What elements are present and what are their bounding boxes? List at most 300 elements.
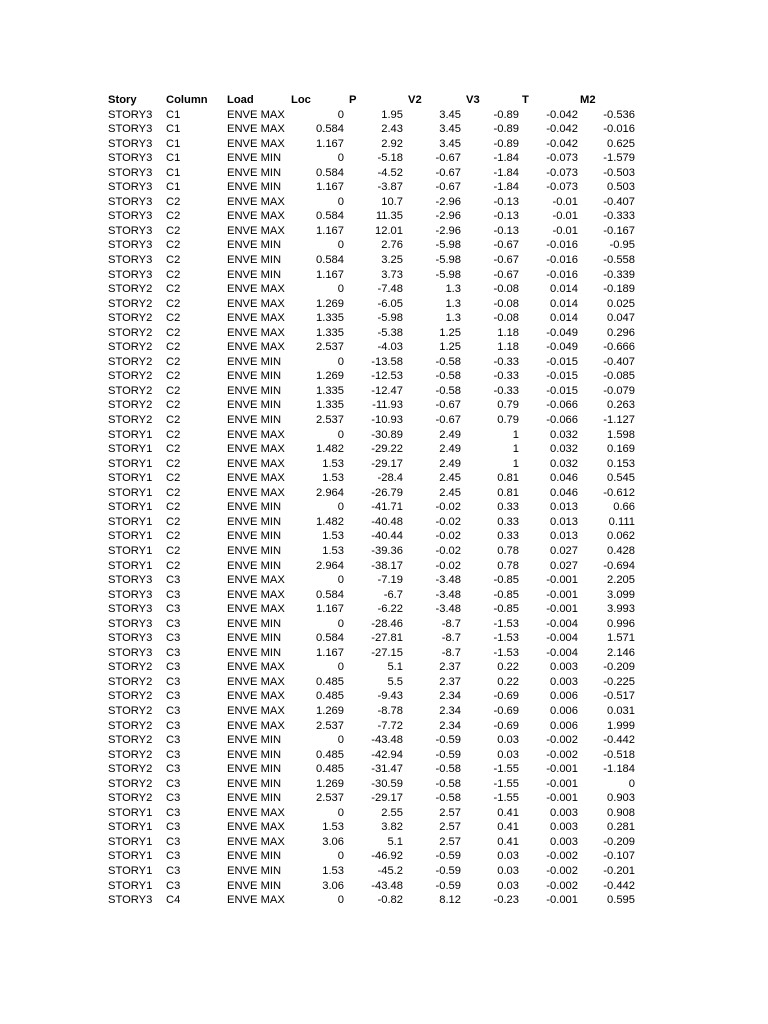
- cell-load: ENVE MAX: [227, 719, 285, 732]
- cell-v3: 1.18: [497, 326, 519, 339]
- cell-load: ENVE MIN: [227, 617, 282, 630]
- cell-column: C2: [166, 501, 181, 514]
- cell-load: ENVE MIN: [227, 384, 282, 397]
- cell-loc: 0: [337, 428, 344, 441]
- cell-v2: -0.67: [435, 152, 461, 165]
- table-row: [0, 602, 768, 617]
- cell-t: -0.042: [546, 123, 578, 136]
- table-row: [0, 515, 768, 530]
- cell-m2: 2.146: [607, 646, 635, 659]
- cell-t: 0.003: [550, 821, 578, 834]
- table-row: [0, 369, 768, 384]
- cell-t: -0.073: [546, 166, 578, 179]
- cell-v2: 2.49: [439, 457, 461, 470]
- cell-t: -0.049: [546, 341, 578, 354]
- cell-loc: 1.167: [316, 646, 344, 659]
- cell-p: -13.58: [371, 355, 403, 368]
- cell-m2: 0.281: [607, 821, 635, 834]
- cell-p: 10.7: [381, 195, 403, 208]
- cell-v2: -2.96: [435, 224, 461, 237]
- cell-t: 0.014: [550, 312, 578, 325]
- header-load: Load: [227, 94, 254, 106]
- table-row: [0, 326, 768, 341]
- cell-v3: -0.89: [493, 108, 519, 121]
- cell-t: -0.002: [546, 864, 578, 877]
- cell-t: 0.013: [550, 501, 578, 514]
- cell-v3: -1.55: [493, 777, 519, 790]
- table-row: [0, 238, 768, 253]
- cell-m2: -0.666: [603, 341, 635, 354]
- cell-p: 3.25: [381, 254, 403, 267]
- cell-story: STORY1: [108, 544, 153, 557]
- cell-v2: -2.96: [435, 210, 461, 223]
- cell-t: 0.032: [550, 428, 578, 441]
- cell-column: C2: [166, 355, 181, 368]
- cell-v3: -0.08: [493, 312, 519, 325]
- cell-loc: 0: [337, 850, 344, 863]
- cell-story: STORY3: [108, 195, 153, 208]
- cell-column: C3: [166, 675, 181, 688]
- cell-p: -29.22: [371, 443, 403, 456]
- cell-m2: 0.047: [607, 312, 635, 325]
- cell-story: STORY1: [108, 443, 153, 456]
- cell-t: 0.003: [550, 675, 578, 688]
- cell-t: -0.015: [546, 370, 578, 383]
- cell-load: ENVE MIN: [227, 646, 282, 659]
- cell-column: C1: [166, 166, 181, 179]
- cell-t: -0.001: [546, 894, 578, 907]
- cell-v3: 1: [512, 428, 519, 441]
- cell-load: ENVE MIN: [227, 879, 282, 892]
- cell-loc: 0: [337, 108, 344, 121]
- cell-column: C2: [166, 559, 181, 572]
- cell-loc: 1.167: [316, 268, 344, 281]
- cell-m2: 1.571: [607, 632, 635, 645]
- cell-p: -11.93: [372, 399, 403, 412]
- cell-v3: -0.89: [493, 137, 519, 150]
- table-row: [0, 559, 768, 574]
- cell-t: -0.001: [546, 574, 578, 587]
- cell-m2: 0.625: [607, 137, 635, 150]
- cell-load: ENVE MIN: [227, 152, 282, 165]
- cell-loc: 0.584: [316, 254, 344, 267]
- cell-p: 2.55: [381, 806, 403, 819]
- cell-column: C2: [166, 341, 181, 354]
- cell-loc: 0: [337, 894, 344, 907]
- cell-column: C3: [166, 690, 181, 703]
- cell-story: STORY2: [108, 661, 153, 674]
- cell-v3: -1.84: [493, 181, 519, 194]
- cell-m2: 0.503: [607, 181, 635, 194]
- cell-m2: 0.062: [607, 530, 635, 543]
- cell-m2: 0.428: [607, 544, 635, 557]
- cell-story: STORY3: [108, 166, 153, 179]
- cell-p: -7.19: [377, 574, 403, 587]
- cell-load: ENVE MAX: [227, 283, 285, 296]
- cell-story: STORY3: [108, 603, 153, 616]
- cell-v3: 0.03: [497, 748, 519, 761]
- table-row: [0, 748, 768, 763]
- cell-column: C2: [166, 268, 181, 281]
- cell-v3: -0.67: [493, 254, 519, 267]
- cell-story: STORY2: [108, 414, 153, 427]
- cell-column: C3: [166, 617, 181, 630]
- cell-column: C3: [166, 734, 181, 747]
- cell-loc: 0: [337, 806, 344, 819]
- cell-column: C2: [166, 472, 181, 485]
- cell-load: ENVE MIN: [227, 530, 282, 543]
- cell-column: C2: [166, 326, 181, 339]
- header-m2: M2: [580, 94, 596, 106]
- cell-m2: -0.442: [603, 879, 635, 892]
- cell-v2: 2.34: [439, 719, 461, 732]
- cell-column: C2: [166, 384, 181, 397]
- cell-m2: -0.201: [603, 864, 635, 877]
- cell-load: ENVE MAX: [227, 428, 285, 441]
- cell-load: ENVE MIN: [227, 734, 282, 747]
- table-row: [0, 122, 768, 137]
- cell-t: -0.002: [546, 850, 578, 863]
- cell-t: -0.01: [552, 195, 578, 208]
- cell-story: STORY1: [108, 806, 153, 819]
- cell-m2: -1.184: [603, 763, 635, 776]
- cell-load: ENVE MAX: [227, 472, 285, 485]
- cell-column: C2: [166, 297, 181, 310]
- table-row: [0, 442, 768, 457]
- cell-v2: 2.34: [439, 704, 461, 717]
- cell-v3: -1.53: [493, 646, 519, 659]
- cell-t: -0.001: [546, 777, 578, 790]
- cell-story: STORY2: [108, 312, 153, 325]
- cell-p: -43.48: [371, 734, 403, 747]
- cell-t: -0.001: [546, 792, 578, 805]
- cell-load: ENVE MIN: [227, 850, 282, 863]
- table-row: [0, 195, 768, 210]
- cell-v2: 2.57: [439, 806, 461, 819]
- cell-story: STORY1: [108, 515, 153, 528]
- cell-story: STORY2: [108, 355, 153, 368]
- table-row: [0, 879, 768, 894]
- cell-column: C3: [166, 850, 181, 863]
- cell-m2: 0.263: [607, 399, 635, 412]
- cell-loc: 0: [337, 574, 344, 587]
- table-row: [0, 646, 768, 661]
- cell-m2: -0.612: [603, 486, 635, 499]
- cell-load: ENVE MIN: [227, 748, 282, 761]
- cell-loc: 1.53: [322, 457, 344, 470]
- cell-column: C2: [166, 530, 181, 543]
- cell-v3: -0.13: [493, 195, 519, 208]
- cell-story: STORY2: [108, 734, 153, 747]
- cell-story: STORY3: [108, 123, 153, 136]
- cell-column: C2: [166, 239, 181, 252]
- cell-m2: -0.407: [603, 195, 635, 208]
- cell-p: -7.72: [377, 719, 403, 732]
- cell-v3: 0.33: [497, 530, 519, 543]
- cell-p: -39.36: [371, 544, 403, 557]
- cell-m2: 0.031: [607, 704, 635, 717]
- table-row: [0, 777, 768, 792]
- cell-loc: 1.53: [322, 472, 344, 485]
- cell-v2: 1.3: [445, 297, 461, 310]
- cell-v3: 0.78: [497, 559, 519, 572]
- cell-loc: 1.335: [316, 399, 344, 412]
- cell-m2: -0.95: [609, 239, 635, 252]
- table-row: [0, 384, 768, 399]
- cell-p: -0.82: [377, 894, 403, 907]
- cell-t: 0.003: [550, 806, 578, 819]
- cell-v3: 0.41: [497, 821, 519, 834]
- cell-v3: 0.79: [497, 399, 519, 412]
- cell-story: STORY3: [108, 632, 153, 645]
- cell-column: C3: [166, 704, 181, 717]
- cell-story: STORY2: [108, 297, 153, 310]
- cell-m2: 0.996: [607, 617, 635, 630]
- cell-column: C2: [166, 515, 181, 528]
- cell-t: 0.032: [550, 443, 578, 456]
- cell-loc: 0.485: [316, 675, 344, 688]
- cell-story: STORY2: [108, 690, 153, 703]
- cell-v2: -8.7: [441, 617, 461, 630]
- cell-column: C3: [166, 646, 181, 659]
- table-header-row: [0, 93, 768, 108]
- cell-load: ENVE MAX: [227, 341, 285, 354]
- cell-p: -40.44: [371, 530, 403, 543]
- cell-story: STORY3: [108, 617, 153, 630]
- cell-loc: 1.269: [316, 704, 344, 717]
- header-p: P: [349, 94, 357, 106]
- cell-column: C2: [166, 428, 181, 441]
- cell-v3: -0.89: [493, 123, 519, 136]
- cell-v2: 3.45: [439, 108, 461, 121]
- cell-m2: -1.579: [603, 152, 635, 165]
- cell-load: ENVE MAX: [227, 806, 285, 819]
- cell-t: -0.016: [546, 268, 578, 281]
- cell-m2: 3.993: [607, 603, 635, 616]
- cell-t: -0.004: [546, 632, 578, 645]
- cell-t: -0.001: [546, 588, 578, 601]
- cell-p: 11.35: [375, 210, 403, 223]
- cell-story: STORY2: [108, 341, 153, 354]
- cell-p: -43.48: [371, 879, 403, 892]
- cell-v3: -0.08: [493, 297, 519, 310]
- cell-p: -31.47: [371, 763, 403, 776]
- cell-m2: 2.205: [607, 574, 635, 587]
- cell-story: STORY3: [108, 224, 153, 237]
- cell-story: STORY2: [108, 399, 153, 412]
- cell-loc: 1.53: [322, 821, 344, 834]
- cell-p: -7.48: [377, 283, 403, 296]
- cell-p: -41.71: [371, 501, 403, 514]
- cell-loc: 1.482: [316, 515, 344, 528]
- cell-v2: 1.3: [445, 283, 461, 296]
- cell-loc: 1.335: [316, 384, 344, 397]
- cell-load: ENVE MIN: [227, 355, 282, 368]
- cell-p: -46.92: [371, 850, 403, 863]
- cell-loc: 2.537: [316, 792, 344, 805]
- table-row: [0, 428, 768, 443]
- table-row: [0, 849, 768, 864]
- cell-p: -8.78: [377, 704, 403, 717]
- cell-m2: 0.545: [607, 472, 635, 485]
- cell-p: 12.01: [375, 224, 403, 237]
- cell-v2: 2.57: [439, 821, 461, 834]
- cell-t: -0.001: [546, 763, 578, 776]
- cell-v2: -0.58: [435, 355, 461, 368]
- table-row: [0, 297, 768, 312]
- cell-load: ENVE MAX: [227, 835, 285, 848]
- cell-v3: 0.78: [497, 544, 519, 557]
- cell-v3: -0.85: [493, 603, 519, 616]
- cell-loc: 2.537: [316, 719, 344, 732]
- table-row: [0, 398, 768, 413]
- cell-v3: -0.85: [493, 574, 519, 587]
- cell-t: -0.016: [546, 239, 578, 252]
- cell-v3: 0.33: [497, 515, 519, 528]
- cell-column: C2: [166, 399, 181, 412]
- cell-story: STORY1: [108, 530, 153, 543]
- cell-p: -28.46: [371, 617, 403, 630]
- cell-loc: 2.964: [316, 486, 344, 499]
- cell-story: STORY1: [108, 864, 153, 877]
- cell-load: ENVE MAX: [227, 224, 285, 237]
- cell-t: -0.066: [546, 399, 578, 412]
- cell-m2: 0.025: [607, 297, 635, 310]
- cell-v3: -0.23: [493, 894, 519, 907]
- cell-loc: 1.167: [316, 181, 344, 194]
- cell-load: ENVE MAX: [227, 123, 285, 136]
- cell-m2: -0.517: [603, 690, 635, 703]
- cell-loc: 0.485: [316, 748, 344, 761]
- cell-t: 0.014: [550, 283, 578, 296]
- cell-load: ENVE MIN: [227, 414, 282, 427]
- cell-p: -30.89: [371, 428, 403, 441]
- cell-m2: -0.442: [603, 734, 635, 747]
- cell-column: C2: [166, 224, 181, 237]
- cell-v2: -0.59: [435, 748, 461, 761]
- cell-story: STORY3: [108, 646, 153, 659]
- cell-story: STORY1: [108, 501, 153, 514]
- cell-story: STORY1: [108, 835, 153, 848]
- cell-t: -0.073: [546, 152, 578, 165]
- table-row: [0, 893, 768, 908]
- cell-v3: 0.33: [497, 501, 519, 514]
- cell-p: 5.5: [387, 675, 403, 688]
- cell-v2: 2.37: [439, 661, 461, 674]
- cell-column: C3: [166, 719, 181, 732]
- cell-v2: -0.02: [435, 544, 461, 557]
- cell-story: STORY2: [108, 283, 153, 296]
- cell-v3: -0.08: [493, 283, 519, 296]
- cell-m2: -0.016: [603, 123, 635, 136]
- cell-t: -0.015: [546, 355, 578, 368]
- cell-p: -10.93: [371, 414, 403, 427]
- cell-story: STORY3: [108, 588, 153, 601]
- table-row: [0, 224, 768, 239]
- cell-story: STORY1: [108, 879, 153, 892]
- cell-p: 2.76: [381, 239, 403, 252]
- cell-column: C3: [166, 603, 181, 616]
- cell-column: C1: [166, 181, 181, 194]
- cell-p: 2.43: [381, 123, 403, 136]
- cell-p: -27.15: [371, 646, 403, 659]
- cell-story: STORY2: [108, 704, 153, 717]
- cell-t: -0.042: [546, 137, 578, 150]
- cell-column: C2: [166, 486, 181, 499]
- cell-t: -0.001: [546, 603, 578, 616]
- cell-story: STORY1: [108, 850, 153, 863]
- cell-m2: -1.127: [603, 414, 635, 427]
- cell-story: STORY2: [108, 675, 153, 688]
- cell-story: STORY1: [108, 486, 153, 499]
- cell-column: C3: [166, 792, 181, 805]
- cell-load: ENVE MAX: [227, 603, 285, 616]
- cell-p: 3.73: [381, 268, 403, 281]
- cell-m2: 1.999: [607, 719, 635, 732]
- cell-load: ENVE MIN: [227, 239, 282, 252]
- cell-loc: 3.06: [322, 879, 344, 892]
- cell-m2: -0.503: [603, 166, 635, 179]
- column-forces-table: [0, 93, 768, 908]
- cell-load: ENVE MAX: [227, 108, 285, 121]
- cell-v3: 0.03: [497, 850, 519, 863]
- cell-t: 0.003: [550, 835, 578, 848]
- cell-t: 0.006: [550, 719, 578, 732]
- cell-p: 3.82: [381, 821, 403, 834]
- header-loc: Loc: [291, 94, 311, 106]
- cell-v2: 1.3: [445, 312, 461, 325]
- cell-t: -0.004: [546, 617, 578, 630]
- cell-v3: 0.41: [497, 835, 519, 848]
- table-row: [0, 835, 768, 850]
- cell-p: -40.48: [371, 515, 403, 528]
- cell-story: STORY3: [108, 239, 153, 252]
- table-row: [0, 544, 768, 559]
- cell-load: ENVE MAX: [227, 457, 285, 470]
- cell-t: -0.066: [546, 414, 578, 427]
- header-story: Story: [108, 94, 137, 106]
- cell-v3: 0.22: [497, 675, 519, 688]
- cell-v2: -3.48: [435, 603, 461, 616]
- cell-t: -0.002: [546, 748, 578, 761]
- cell-v2: -0.02: [435, 559, 461, 572]
- cell-load: ENVE MAX: [227, 821, 285, 834]
- cell-v3: -0.67: [493, 268, 519, 281]
- cell-v3: 1.18: [497, 341, 519, 354]
- cell-v3: -1.84: [493, 166, 519, 179]
- cell-t: 0.006: [550, 704, 578, 717]
- cell-loc: 0: [337, 355, 344, 368]
- cell-p: -6.05: [377, 297, 403, 310]
- cell-load: ENVE MAX: [227, 574, 285, 587]
- cell-load: ENVE MAX: [227, 588, 285, 601]
- cell-load: ENVE MIN: [227, 166, 282, 179]
- table-row: [0, 209, 768, 224]
- cell-load: ENVE MAX: [227, 137, 285, 150]
- cell-loc: 2.537: [316, 414, 344, 427]
- cell-t: 0.003: [550, 661, 578, 674]
- cell-loc: 0.584: [316, 588, 344, 601]
- cell-story: STORY3: [108, 152, 153, 165]
- table-body: [0, 108, 768, 908]
- header-v3: V3: [466, 94, 480, 106]
- cell-v2: -8.7: [441, 646, 461, 659]
- cell-v3: -0.33: [493, 355, 519, 368]
- table-row: [0, 311, 768, 326]
- cell-p: -6.7: [383, 588, 403, 601]
- cell-loc: 1.53: [322, 864, 344, 877]
- cell-m2: 0.111: [608, 515, 635, 528]
